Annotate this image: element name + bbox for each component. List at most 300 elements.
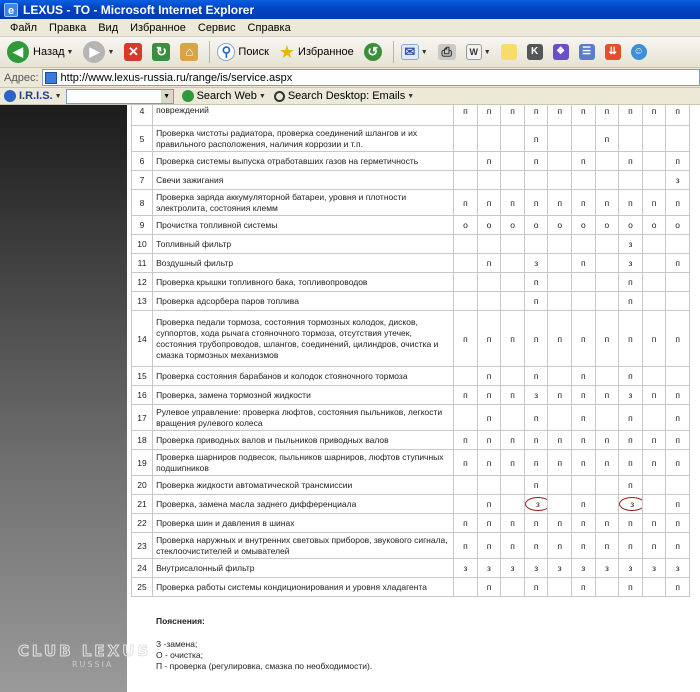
- service-mark-cell: п: [548, 431, 572, 450]
- service-mark-cell: о: [572, 216, 596, 235]
- notes-line-check: П - проверка (регулировка, смазка по необходимости).: [156, 661, 373, 671]
- circled-mark: з: [525, 497, 548, 511]
- row-description: Проверка адсорбера паров топлива: [153, 292, 454, 311]
- service-mark-cell: п: [642, 514, 666, 533]
- service-mark-cell: п: [548, 514, 572, 533]
- stop-button[interactable]: [121, 39, 145, 65]
- service-mark-cell: п: [454, 311, 478, 367]
- service-mark-cell: п: [619, 105, 643, 126]
- service-mark-cell: [595, 152, 619, 171]
- research-icon: ☰: [579, 44, 595, 60]
- row-number: 23: [132, 533, 153, 559]
- row-description: Проверка наружных и внутренних световых приборов, звукового сигнала, стеклоочистителей и омывателей: [153, 533, 454, 559]
- service-mark-cell: [572, 126, 596, 152]
- service-mark-cell: п: [454, 386, 478, 405]
- service-mark-cell: [454, 171, 478, 190]
- row-number: 17: [132, 405, 153, 431]
- service-mark-cell: [501, 126, 525, 152]
- service-mark-cell: п: [477, 450, 501, 476]
- row-number: 7: [132, 171, 153, 190]
- service-mark-cell: п: [666, 311, 690, 367]
- service-mark-cell: п: [548, 450, 572, 476]
- service-mark-cell: п: [666, 450, 690, 476]
- service-mark-cell: [548, 152, 572, 171]
- service-mark-cell: п: [524, 405, 548, 431]
- service-mark-cell: [548, 254, 572, 273]
- menu-help[interactable]: Справка: [247, 21, 291, 34]
- service-mark-cell: п: [524, 105, 548, 126]
- service-mark-cell: [642, 495, 666, 514]
- service-mark-cell: [501, 578, 525, 597]
- service-mark-cell: п: [572, 450, 596, 476]
- service-mark-cell: [666, 126, 690, 152]
- iris-search-input[interactable]: [66, 89, 174, 104]
- watermark-line1: CLUB LEXUS: [18, 642, 152, 660]
- row-number: 14: [132, 311, 153, 367]
- service-mark-cell: [501, 292, 525, 311]
- watermark-line2: RUSSIA: [72, 660, 114, 669]
- service-mark-cell: з: [619, 235, 643, 254]
- table-row: [132, 311, 690, 367]
- service-mark-cell: п: [619, 405, 643, 431]
- table-row: [132, 216, 690, 235]
- row-description: Проверка состояния барабанов и колодок стояночного тормоза: [153, 367, 454, 386]
- service-mark-cell: п: [477, 254, 501, 273]
- ie-icon: e: [4, 3, 18, 17]
- table-row: [132, 254, 690, 273]
- service-mark-cell: [595, 273, 619, 292]
- address-input[interactable]: [42, 69, 700, 86]
- service-mark-cell: [454, 292, 478, 311]
- service-mark-cell: з: [524, 386, 548, 405]
- service-mark-cell: п: [619, 311, 643, 367]
- row-number: 22: [132, 514, 153, 533]
- service-mark-cell: п: [572, 190, 596, 216]
- mail-button[interactable]: [398, 39, 431, 65]
- service-mark-cell: п: [477, 431, 501, 450]
- service-mark-cell: п: [572, 386, 596, 405]
- service-mark-cell: п: [666, 514, 690, 533]
- service-mark-cell: з: [642, 559, 666, 578]
- row-number: 12: [132, 273, 153, 292]
- service-mark-cell: [666, 235, 690, 254]
- menu-view[interactable]: Вид: [98, 21, 119, 34]
- service-mark-cell: [548, 126, 572, 152]
- row-description: Проверка жидкости автоматической трансмиссии: [153, 476, 454, 495]
- service-mark-cell: п: [572, 367, 596, 386]
- service-mark-cell: [572, 273, 596, 292]
- search-icon: ⚲: [217, 43, 235, 61]
- home-button[interactable]: [177, 39, 201, 65]
- chevron-down-icon: ▼: [107, 48, 115, 56]
- service-mark-cell: [454, 367, 478, 386]
- messenger-button[interactable]: [550, 39, 572, 65]
- service-mark-cell: п: [477, 311, 501, 367]
- service-mark-cell: п: [524, 533, 548, 559]
- service-mark-cell: п: [548, 190, 572, 216]
- service-table-container: [131, 105, 700, 692]
- service-mark-cell: [595, 171, 619, 190]
- address-url: http://www.lexus-russia.ru/range/is/service.aspx: [60, 71, 293, 84]
- service-mark-cell: [642, 273, 666, 292]
- iris-button[interactable]: I.R.I.S. ▼: [4, 90, 62, 102]
- service-mark-cell: п: [524, 292, 548, 311]
- service-mark-cell: [595, 367, 619, 386]
- service-mark-cell: п: [572, 431, 596, 450]
- printer-icon: ⎙: [438, 44, 456, 60]
- row-description: Проверка педали тормоза, состояния тормозных колодок, дисков, суппортов, хода рычага стояночного тормоза, отсутствия утечек, состояния трубопроводов, шлангов, соединений, цилиндров, очистка и смазка тормозных механизмов: [153, 311, 454, 367]
- service-mark-cell: з: [619, 559, 643, 578]
- service-mark-cell: п: [595, 514, 619, 533]
- download-button[interactable]: [602, 39, 624, 65]
- magnifier-icon: [274, 91, 285, 102]
- table-row: [132, 559, 690, 578]
- table-row: [132, 367, 690, 386]
- service-mark-cell: п: [501, 450, 525, 476]
- stop-icon: ✕: [124, 43, 142, 61]
- service-mark-cell: [501, 476, 525, 495]
- service-mark-cell: п: [454, 450, 478, 476]
- row-description: Проверка приводных валов и пыльников приводных валов: [153, 431, 454, 450]
- service-mark-cell: п: [666, 578, 690, 597]
- messenger-icon: ❖: [553, 44, 569, 60]
- service-mark-cell: п: [619, 431, 643, 450]
- service-mark-cell: п: [548, 311, 572, 367]
- service-mark-cell: п: [572, 514, 596, 533]
- service-mark-cell: [642, 254, 666, 273]
- row-description: Проверка заряда аккумуляторной батареи, уровня и плотности электролита, состояния клемм: [153, 190, 454, 216]
- research-button[interactable]: [576, 39, 598, 65]
- service-mark-cell: о: [595, 216, 619, 235]
- service-mark-cell: п: [572, 405, 596, 431]
- service-mark-cell: п: [548, 386, 572, 405]
- service-mark-cell: [454, 578, 478, 597]
- service-mark-cell: п: [501, 311, 525, 367]
- download-icon: ⇊: [605, 44, 621, 60]
- service-mark-cell: [666, 292, 690, 311]
- back-arrow-icon: ◀: [7, 41, 29, 63]
- service-mark-cell: [501, 171, 525, 190]
- menu-favorites[interactable]: Избранное: [130, 21, 186, 34]
- service-mark-cell: [501, 273, 525, 292]
- table-row: [132, 386, 690, 405]
- service-mark-cell: п: [642, 190, 666, 216]
- service-mark-cell: [548, 476, 572, 495]
- service-mark-cell: п: [477, 533, 501, 559]
- k-icon: K: [527, 44, 543, 60]
- service-mark-cell: [548, 273, 572, 292]
- row-description: Проверка работы системы кондиционирования и уровня хладагента: [153, 578, 454, 597]
- service-mark-cell: о: [619, 216, 643, 235]
- service-mark-cell: п: [524, 152, 548, 171]
- row-number: 15: [132, 367, 153, 386]
- service-mark-cell: з: [619, 386, 643, 405]
- service-mark-cell: [642, 367, 666, 386]
- chevron-down-icon: ▼: [483, 48, 491, 56]
- service-mark-cell: п: [454, 533, 478, 559]
- service-mark-cell: п: [642, 533, 666, 559]
- service-mark-cell: [595, 578, 619, 597]
- service-mark-cell: п: [619, 533, 643, 559]
- service-mark-cell: п: [477, 578, 501, 597]
- service-mark-cell: [642, 476, 666, 495]
- service-mark-cell: п: [642, 386, 666, 405]
- print-button[interactable]: [435, 39, 459, 65]
- service-mark-cell: з: [501, 559, 525, 578]
- row-number: 18: [132, 431, 153, 450]
- service-mark-cell: [572, 235, 596, 254]
- table-row: [132, 273, 690, 292]
- row-number: 6: [132, 152, 153, 171]
- service-mark-cell: [454, 476, 478, 495]
- row-number: 5: [132, 126, 153, 152]
- service-mark-cell: п: [501, 533, 525, 559]
- row-number: 4: [132, 105, 153, 126]
- service-mark-cell: п: [619, 273, 643, 292]
- row-number: 16: [132, 386, 153, 405]
- service-mark-cell: [595, 235, 619, 254]
- service-mark-cell: [572, 171, 596, 190]
- service-mark-cell: п: [501, 431, 525, 450]
- service-mark-cell: п: [477, 405, 501, 431]
- service-mark-cell: п: [619, 450, 643, 476]
- service-mark-cell: [572, 476, 596, 495]
- service-mark-cell: п: [642, 105, 666, 126]
- k-button[interactable]: [524, 39, 546, 65]
- service-mark-cell: [642, 126, 666, 152]
- row-number: 19: [132, 450, 153, 476]
- service-mark-cell: [454, 273, 478, 292]
- table-row: [132, 292, 690, 311]
- service-mark-cell: п: [548, 105, 572, 126]
- service-mark-cell: п: [524, 367, 548, 386]
- service-mark-cell: п: [572, 495, 596, 514]
- service-mark-cell: [666, 273, 690, 292]
- service-mark-cell: п: [454, 105, 478, 126]
- row-number: 25: [132, 578, 153, 597]
- service-mark-cell: п: [524, 476, 548, 495]
- service-mark-cell: [642, 292, 666, 311]
- service-mark-cell: [595, 476, 619, 495]
- service-mark-cell: п: [524, 450, 548, 476]
- service-mark-cell: п: [477, 514, 501, 533]
- service-mark-cell: [477, 273, 501, 292]
- service-mark-cell: [548, 171, 572, 190]
- service-mark-cell: п: [666, 495, 690, 514]
- service-mark-cell: [595, 254, 619, 273]
- service-mark-cell: [548, 235, 572, 254]
- service-mark-cell: з: [572, 559, 596, 578]
- service-mark-cell: [524, 495, 548, 514]
- service-mark-cell: п: [454, 190, 478, 216]
- service-mark-cell: [548, 495, 572, 514]
- globe-icon: [4, 90, 16, 102]
- service-mark-cell: [501, 495, 525, 514]
- row-number: 10: [132, 235, 153, 254]
- service-mark-cell: [477, 235, 501, 254]
- service-mark-cell: п: [572, 533, 596, 559]
- history-button[interactable]: [361, 39, 385, 65]
- history-icon: ↺: [364, 43, 382, 61]
- menu-tools[interactable]: Сервис: [197, 21, 236, 34]
- service-mark-cell: п: [477, 386, 501, 405]
- service-mark-cell: п: [595, 105, 619, 126]
- legend-notes: [156, 616, 372, 672]
- table-row: [132, 495, 690, 514]
- notes-title: Пояснения:: [156, 616, 205, 626]
- chevron-down-icon[interactable]: ▼: [161, 90, 173, 103]
- service-mark-cell: п: [572, 254, 596, 273]
- service-mark-cell: [619, 171, 643, 190]
- menu-file[interactable]: Файл: [10, 21, 38, 34]
- club-lexus-watermark: [18, 642, 151, 669]
- service-mark-cell: п: [524, 273, 548, 292]
- service-mark-cell: [619, 126, 643, 152]
- service-mark-cell: п: [477, 367, 501, 386]
- table-row: [132, 105, 690, 126]
- service-mark-cell: п: [642, 450, 666, 476]
- row-description: Проверка, замена тормозной жидкости: [153, 386, 454, 405]
- table-row: [132, 514, 690, 533]
- service-mark-cell: п: [619, 578, 643, 597]
- search-desktop-button[interactable]: Search Desktop: Emails ▼: [274, 90, 414, 102]
- row-description: Проверка, замена масла заднего дифференциала: [153, 495, 454, 514]
- service-mark-cell: з: [524, 559, 548, 578]
- row-description: Проверка шарниров подвесок, пыльников шарниров, люфтов ступичных подшипников: [153, 450, 454, 476]
- row-number: 13: [132, 292, 153, 311]
- service-mark-cell: [477, 126, 501, 152]
- table-row: [132, 190, 690, 216]
- service-mark-cell: п: [524, 126, 548, 152]
- service-mark-cell: з: [454, 559, 478, 578]
- row-number: 24: [132, 559, 153, 578]
- row-description: Внутрисалонный фильтр: [153, 559, 454, 578]
- service-mark-cell: п: [666, 105, 690, 126]
- search-web-button[interactable]: Search Web ▼: [182, 90, 266, 102]
- service-mark-cell: з: [477, 559, 501, 578]
- service-mark-cell: п: [619, 514, 643, 533]
- service-mark-cell: п: [477, 495, 501, 514]
- service-mark-cell: п: [501, 514, 525, 533]
- forward-arrow-icon: ▶: [83, 41, 105, 63]
- service-mark-cell: [501, 235, 525, 254]
- service-mark-cell: [454, 235, 478, 254]
- edit-button[interactable]: [463, 39, 494, 65]
- refresh-button[interactable]: [149, 39, 173, 65]
- favorites-button[interactable]: ★ Избранное: [278, 41, 354, 62]
- row-description: Проверка системы выпуска отработавших газов на герметичность: [153, 152, 454, 171]
- service-mark-cell: п: [572, 105, 596, 126]
- chevron-down-icon: ▼: [258, 92, 266, 100]
- service-mark-cell: п: [595, 126, 619, 152]
- service-mark-cell: п: [619, 367, 643, 386]
- page-content: [0, 105, 700, 692]
- service-mark-cell: [548, 367, 572, 386]
- chevron-down-icon: ▼: [407, 92, 415, 100]
- menu-edit[interactable]: Правка: [49, 21, 87, 34]
- chevron-down-icon: ▼: [420, 48, 428, 56]
- notes-line-replace: З -замена;: [156, 639, 198, 649]
- service-mark-cell: з: [619, 254, 643, 273]
- service-mark-cell: п: [666, 405, 690, 431]
- service-mark-cell: п: [642, 431, 666, 450]
- service-mark-cell: [454, 495, 478, 514]
- service-mark-cell: [642, 235, 666, 254]
- table-row: [132, 533, 690, 559]
- service-mark-cell: п: [477, 105, 501, 126]
- service-mark-cell: п: [595, 450, 619, 476]
- service-mark-cell: [595, 292, 619, 311]
- row-description: Прочистка топливной системы: [153, 216, 454, 235]
- search-button[interactable]: ⚲ Поиск: [214, 39, 271, 65]
- row-number: 8: [132, 190, 153, 216]
- service-mark-cell: п: [572, 311, 596, 367]
- edit-icon: W: [466, 44, 482, 60]
- service-mark-cell: [454, 405, 478, 431]
- note-icon: [501, 44, 517, 60]
- contacts-icon: ☺: [631, 44, 647, 60]
- service-mark-cell: [595, 495, 619, 514]
- service-mark-cell: [548, 292, 572, 311]
- service-mark-cell: з: [524, 254, 548, 273]
- service-mark-cell: п: [524, 514, 548, 533]
- service-mark-cell: п: [524, 190, 548, 216]
- row-number: 11: [132, 254, 153, 273]
- service-mark-cell: [666, 476, 690, 495]
- contacts-button[interactable]: [628, 39, 650, 65]
- menu-bar: [0, 19, 700, 37]
- service-mark-cell: п: [666, 431, 690, 450]
- service-mark-cell: [642, 578, 666, 597]
- service-table: [131, 105, 690, 597]
- service-mark-cell: п: [595, 190, 619, 216]
- service-mark-cell: п: [666, 190, 690, 216]
- table-row: [132, 235, 690, 254]
- row-description: Свечи зажигания: [153, 171, 454, 190]
- standard-toolbar: [0, 37, 700, 68]
- search-web-icon: [182, 90, 194, 102]
- row-description: повреждений: [153, 105, 454, 126]
- service-mark-cell: [501, 367, 525, 386]
- table-row: [132, 126, 690, 152]
- service-mark-cell: з: [548, 559, 572, 578]
- service-mark-cell: п: [572, 578, 596, 597]
- service-mark-cell: з: [595, 559, 619, 578]
- service-mark-cell: [524, 235, 548, 254]
- star-icon: ★: [278, 41, 296, 62]
- window-titlebar: [0, 0, 700, 19]
- table-row: [132, 578, 690, 597]
- service-mark-cell: п: [572, 152, 596, 171]
- mail-icon: ✉: [401, 44, 419, 60]
- back-button[interactable]: ◀ Назад ▼: [4, 39, 76, 65]
- service-mark-cell: [501, 254, 525, 273]
- service-mark-cell: [619, 495, 643, 514]
- service-mark-cell: п: [454, 431, 478, 450]
- address-label: Адрес:: [4, 71, 39, 84]
- notes-button[interactable]: [498, 39, 520, 65]
- service-mark-cell: [642, 405, 666, 431]
- service-mark-cell: з: [666, 559, 690, 578]
- toolbar-separator: [209, 41, 210, 63]
- service-mark-cell: [572, 292, 596, 311]
- forward-button[interactable]: [80, 39, 117, 65]
- page-icon: [45, 72, 57, 84]
- service-mark-cell: п: [501, 105, 525, 126]
- service-mark-cell: п: [595, 431, 619, 450]
- toolbar-separator: [393, 41, 394, 63]
- service-mark-cell: [548, 405, 572, 431]
